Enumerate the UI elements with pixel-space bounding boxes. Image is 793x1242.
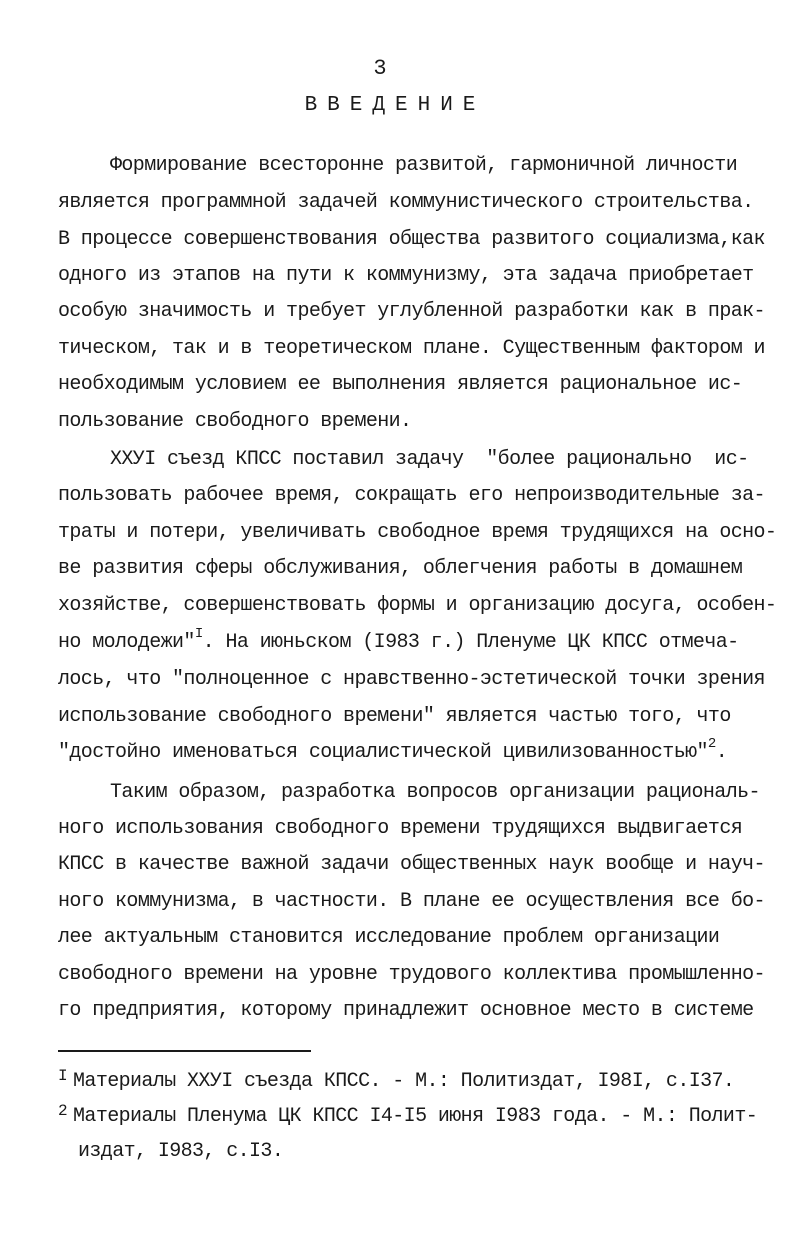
body-line: хозяйстве, совершенствовать формы и организацию досуга, особен- xyxy=(58,594,777,617)
body-line: ного использования свободного времени трудящихся выдвигается xyxy=(58,817,743,840)
footnote-mark: I xyxy=(58,1067,68,1085)
body-line: лее актуальным становится исследование проблем организации xyxy=(58,926,720,949)
footnote: $^I$ Материалы ХХУI съезда КПСС. - М.: Политиздат, I98I, с.I37. xyxy=(58,1067,735,1093)
body-line: ве развития сферы обслуживания, облегчения работы в домашнем xyxy=(58,557,743,580)
body-line: КПСС в качестве важной задачи общественных наук вообще и науч- xyxy=(58,853,765,876)
body-line: тическом, так и в теоретическом плане. Существенным фактором и xyxy=(58,337,765,360)
body-line: пользовать рабочее время, сокращать его непроизводительные за- xyxy=(58,484,765,507)
body-line: ного коммунизма, в частности. В плане ее осуществления все бо- xyxy=(58,890,765,913)
body-line: является программной задачей коммунистического строительства. xyxy=(58,191,754,214)
footnote: $^2$ Материалы Пленума ЦК КПСС I4-I5 июня I983 года. - М.: Полит- xyxy=(58,1102,758,1128)
body-line: Формирование всесторонне развитой, гармоничной личности xyxy=(110,154,738,177)
footnote-continuation: издат, I983, с.I3. xyxy=(78,1140,284,1163)
footnote-ref: I xyxy=(194,626,203,642)
body-line: Таким образом, разработка вопросов организации рациональ- xyxy=(110,781,760,804)
body-line: В процессе совершенствования общества развитого социализма,как xyxy=(58,228,765,251)
page-number: 3 xyxy=(373,56,387,81)
body-line: но молодежи"$^I$. На июньском (I983 г.) Пленуме ЦК КПСС отмеча- xyxy=(58,626,739,654)
body-line: го предприятия, которому принадлежит основное место в системе xyxy=(58,999,754,1022)
body-line: свободного времени на уровне трудового коллектива промышленно- xyxy=(58,963,765,986)
body-line: ХХУI съезд КПСС поставил задачу "более рационально ис- xyxy=(110,448,749,471)
body-line: пользование свободного времени. xyxy=(58,410,412,433)
footnote-mark: 2 xyxy=(58,1102,68,1120)
body-line: лось, что "полноценное с нравственно-эстетической точки зрения xyxy=(58,668,765,691)
footnote-divider xyxy=(58,1050,311,1052)
body-line: траты и потери, увеличивать свободное время трудящихся на осно- xyxy=(58,521,777,544)
footnote-ref: 2 xyxy=(707,736,716,752)
body-line: особую значимость и требует углубленной разработки как в прак- xyxy=(58,300,765,323)
section-heading: ВВЕДЕНИЕ xyxy=(304,94,486,117)
body-line: необходимым условием ее выполнения является рациональное ис- xyxy=(58,373,743,396)
body-line: "достойно именоваться социалистической цивилизованностью"$^2$. xyxy=(58,736,728,764)
body-line: использование свободного времени" является частью того, что xyxy=(58,705,731,728)
body-line: одного из этапов на пути к коммунизму, эта задача приобретает xyxy=(58,264,754,287)
